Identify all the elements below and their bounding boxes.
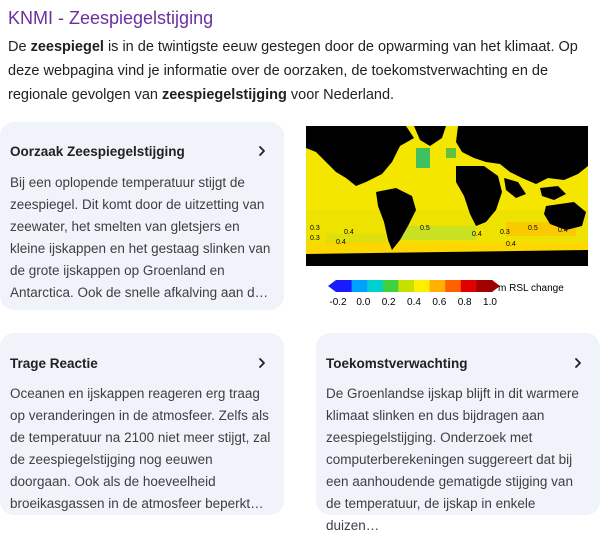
intro-paragraph xyxy=(8,35,598,107)
intro-bold-term: zeespiegel xyxy=(30,39,104,55)
card-trage-reactie[interactable] xyxy=(0,333,284,515)
legend-arrow-left xyxy=(328,280,336,292)
legend-tick-label: 0.2 xyxy=(381,297,396,308)
contour-label: 0.5 xyxy=(420,225,430,232)
legend-swatch xyxy=(398,280,414,292)
legend-swatch xyxy=(414,280,430,292)
legend-tick-label: 0.6 xyxy=(432,297,447,308)
contour-label: 0.5 xyxy=(528,225,538,232)
intro-bold-term: zeespiegelstijging xyxy=(161,87,287,103)
contour-label: 0.3 xyxy=(310,235,320,242)
card-text: Oceanen en ijskappen reageren erg traag op veranderingen in de atmosfeer. Zelfs als de temperatuur na 2100 niet meer stijgt, zal de zeespiegelstijging nog eeuwen doorgaan. Ook als de hoeveelheid broeikasgassen in de atmosfeer beperkt… xyxy=(10,386,271,511)
legend-swatch xyxy=(336,280,352,292)
legend-tick-label: 0.0 xyxy=(356,297,371,308)
legend-swatch xyxy=(445,280,461,292)
card-text: Bij een oplopende temperatuur stijgt de zeespiegel. Dit komt door de uitzetting van zeewater, het smelten van gletsjers en kleine ijskappen en het gestaag slinken van de grote ijskappen op Groenland en Antarctica. Ook de snelle afkalving aan d… xyxy=(10,175,271,300)
intro-text: voor Nederland. xyxy=(286,87,395,103)
legend-unit-label: m RSL change xyxy=(498,283,564,294)
contour-label: 0.4 xyxy=(472,231,482,238)
contour-label: 0.4 xyxy=(336,239,346,246)
legend-swatch xyxy=(383,280,399,292)
card-oorzaak[interactable] xyxy=(0,122,284,310)
legend-swatch xyxy=(367,280,383,292)
card-title: Oorzaak Zeespiegelstijging xyxy=(10,143,185,159)
card-text: De Groenlandse ijskap blijft in dit warmere klimaat slinken en dus bijdragen aan zeespiegelstijging. Onderzoek met computerberekeningen suggereert dat bij een aanhoudende gematigde stijging van de temperatuur, de ijskap in enkele duizen… xyxy=(326,386,579,533)
card-title: Trage Reactie xyxy=(10,355,98,371)
intro-text: is in de twintigste eeuw gestegen door de opwarming van het klimaat. Op deze webpagina vind je informatie over de oorzaken, de toekomstverwachting en de regionale gevolgen van xyxy=(8,39,578,103)
color-legend xyxy=(328,280,500,308)
legend-tick-label: 0.8 xyxy=(457,297,472,308)
legend-swatch xyxy=(476,280,492,292)
legend-swatch xyxy=(352,280,368,292)
legend-tick-label: -0.2 xyxy=(329,297,347,308)
card-title: Toekomstverwachting xyxy=(326,355,468,371)
legend-swatch xyxy=(461,280,477,292)
legend-tick-label: 1.0 xyxy=(483,297,497,308)
legend-swatch xyxy=(430,280,446,292)
contour-label: 0.4 xyxy=(344,229,354,236)
contour-label: 0.3 xyxy=(310,225,320,232)
contour-label: 0.3 xyxy=(500,229,510,236)
page-title[interactable]: KNMI - Zeespiegelstijging xyxy=(8,8,214,28)
chevron-right-icon[interactable] xyxy=(570,355,586,371)
chevron-right-icon[interactable] xyxy=(254,355,270,371)
intro-text: De xyxy=(8,39,31,55)
sea-level-map xyxy=(296,122,596,320)
contour-label: 0.4 xyxy=(506,241,516,248)
card-toekomstverwachting[interactable] xyxy=(316,333,600,533)
legend-tick-label: 0.4 xyxy=(407,297,421,308)
chevron-right-icon[interactable] xyxy=(254,143,270,159)
contour-label: 0.4 xyxy=(558,227,568,234)
